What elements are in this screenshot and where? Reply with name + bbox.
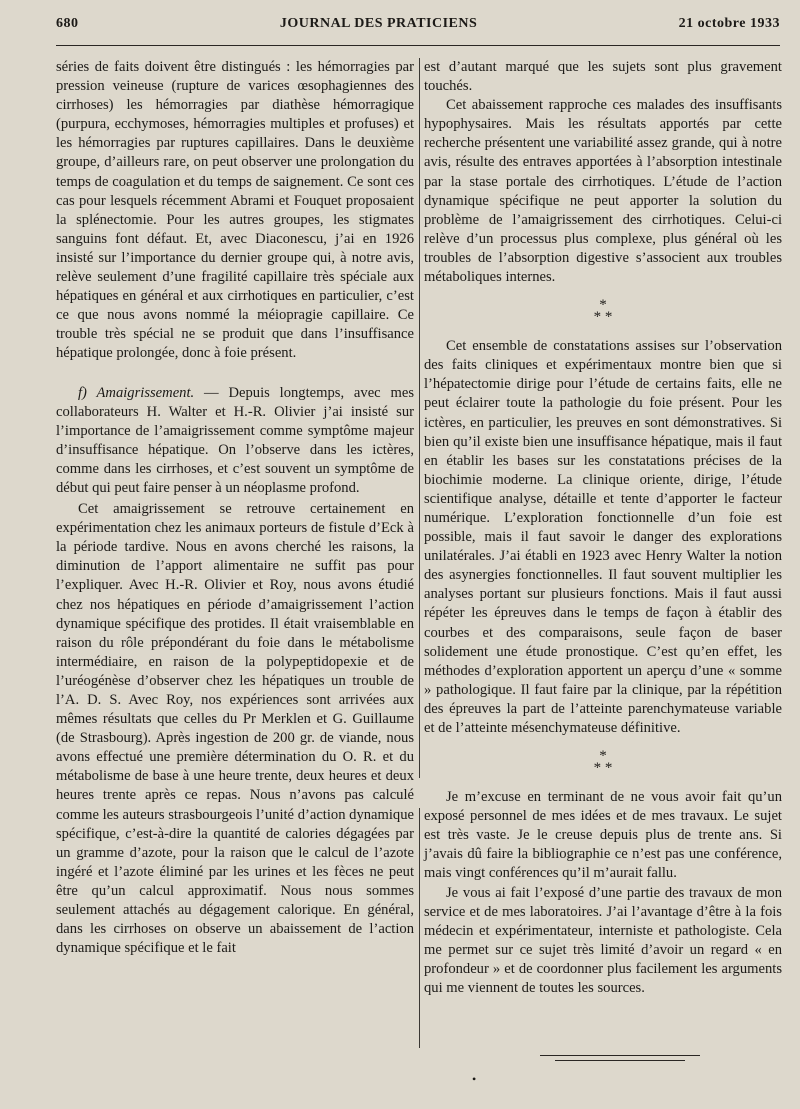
section-heading-amaigrissement: f) Amaigrissement.	[78, 384, 195, 401]
left-paragraph-2	[56, 384, 414, 499]
column-divider-lower	[419, 808, 420, 1048]
journal-title: JOURNAL DES PRATICIENS	[279, 16, 478, 31]
left-paragraph-3: Cet amaigrissement se retrouve certainement en expérimentation chez les animaux porteurs de fistule d’Eck à la période tardive. Nous en avons cherché les raisons, la diminution de l’apport alimentaire ne suffit pas pour l’expliquer. Avec H.-R. Olivier et Roy, nous avons étudié chez nos hépatiques en période d’amaigrissement l’action dynamique spécifique des protides. Il était vraisemblable en raison du rôle prépondérant du foie dans le métabolisme intermédiaire, en raison de la polypeptidopexie et de l’uréogénèse d’observer chez les hépatiques un trouble de l’A. D. S. Avec Roy, nos expériences sont arrivées aux mêmes résultats que celles du Pr Merklen et G. Guillaume (de Strasbourg). Après ingestion de 200 gr. de viande, nous avons effectué une première détermination du O. R. et du métabolisme de base à une heure trente, deux heures et deux heures trente après ce repas. Nous n’avons pas calculé comme les auteurs strasbourgeois l’unité d’action dynamique spécifique, c’est-à-dire la quantité de calories dégagées par un gramme d’azote, pour la raison que le calcul de l’azote ingéré et l’azote éliminé par les urines et les fèces ne peut être qu’un calcul approximatif. Nous nous sommes seulement attachés au dégagement calorique. En général, dans les cirrhoses on observe un abaissement de l’action dynamique spécifique et le fait	[56, 501, 414, 957]
end-rule-2	[555, 1060, 685, 1061]
left-paragraph-2-text: — Depuis longtemps, avec mes collaborateurs H. Walter et H.-R. Olivier j’ai insisté sur l’importance de l’amaigrissement comme symptôme majeur d’insuffisance hépatique. On l’observe dans les ictères, comme dans les cirrhoses, et c’est souvent un symptôme de début qui peut faire penser à un néoplasme profond.	[56, 384, 414, 496]
end-rule	[540, 1055, 700, 1056]
running-header	[56, 16, 780, 40]
header-rule	[56, 45, 780, 46]
right-paragraph-2: Cet abaissement rapproche ces malades des insuffisants hypophysaires. Mais les résultats apportés par cette recherche présentent une variabilité assez grande, qui à notre avis, résulte des entraves apportées à l’absorption intestinale par la stase portale des cirrhotiques. L’étude de l’action dynamique spécifique ne peut apporter la solution du problème de l’amaigrissement des cirrhotiques. Celui-ci relève d’un processus plus complexe, plus général où les troubles de l’absorption digestive s’associent aux troubles métaboliques internes.	[424, 97, 782, 286]
left-paragraph-1: séries de faits doivent être distingués : les hémorragies par pression veineuse (rupture de varices œsophagiennes des cirrhoses) les hémorragies par diathèse hémorragique (purpura, ecchymoses, hémorragies multiples et profuses) et les hémorragies par ruptures capillaires. Dans le deuxième groupe, d’ailleurs rare, on peut observer une prolongation du temps de coagulation et du temps de saignement. Ce sont ces cas pour lesquels récemment Abrami et Fouquet proposaient la splénectomie. Pour les autres groupes, les stigmates sanguins font défaut. Et, avec Diaconescu, j’ai en 1926 insisté sur l’importance du dernier groupe qui, à notre avis, relève seulement d’une fragilité capillaire très spéciale aux hépatiques en général et aux cirrhotiques en particulier, c’est ce que nous avons nommé la méiopragie capillaire. Ce trouble très spécial ne se produit que dans l’insuffisance hépatique prolongée, donc à foie présent.	[56, 59, 414, 362]
right-paragraph-1: est d’autant marqué que les sujets sont plus gravement touchés.	[424, 59, 782, 95]
column-divider	[419, 58, 420, 778]
section-separator-stars: * * *	[593, 297, 613, 326]
right-paragraph-4: Je m’excuse en terminant de ne vous avoir fait qu’un exposé personnel de mes idées et de mes travaux. Le sujet est très vaste. Je le creuse depuis plus de trente ans. Si j’avais dû faire la bibliographie ce n’est pas une conférence, mais vingt conférences qu’il m’aurait fallu.	[424, 789, 782, 882]
issue-date: 21 octobre 1933	[678, 16, 780, 31]
right-column	[424, 58, 782, 998]
footer-dot: •	[472, 1072, 477, 1086]
left-column	[56, 58, 414, 958]
right-paragraph-3: Cet ensemble de constatations assises sur l’observation des faits cliniques et expérimentaux montre bien que si l’hépatectomie dirige pour l’étude de certains faits, elle ne peut éclairer toute la pathologie du foie présent. Pour les ictères, en particulier, les preuves en sont démonstratives. Si bien qu’il existe bien une insuffisance hépatique, mais il faut en établir les bases sur les constatations précises de la biochimie moderne. La clinique oriente, dirige, l’étude scientifique analyse, détaille et tente d’apporter le facteur numérique. L’exploration fonctionnelle d’un foie est possible, mais il faut savoir le danger des explorations unilatérales. J’ai établi en 1923 avec Henry Walter la notion des asynergies fonctionnelles. Il faut souvent multiplier les analyses portant sur plusieurs fonctions. Mais il faut aussi répéter les épreuves dans le temps de façon à établir des courbes et des comparaisons, seule façon de baser solidement une étude pronostique. C’est qu’en effet, les méthodes d’exploration apportent un aperçu d’une « somme » pathologique. Il faut faire par la clinique, par la répétition des épreuves la part de l’atteinte parenchymateuse variable et de l’atteinte mésenchymateuse définitive.	[424, 338, 782, 736]
section-separator-stars-2: * * *	[593, 748, 613, 777]
right-paragraph-5: Je vous ai fait l’exposé d’une partie des travaux de mon service et de mes laboratoires. J’ai l’avantage d’être à la fois médecin et expérimentateur, interniste et pathologiste. Cela me permet sur ce sujet très limité d’avoir un regard « en profondeur » et de coordonner plus facilement les arguments qui me viennent de toutes les sources.	[424, 884, 782, 997]
page-number: 680	[56, 16, 79, 31]
